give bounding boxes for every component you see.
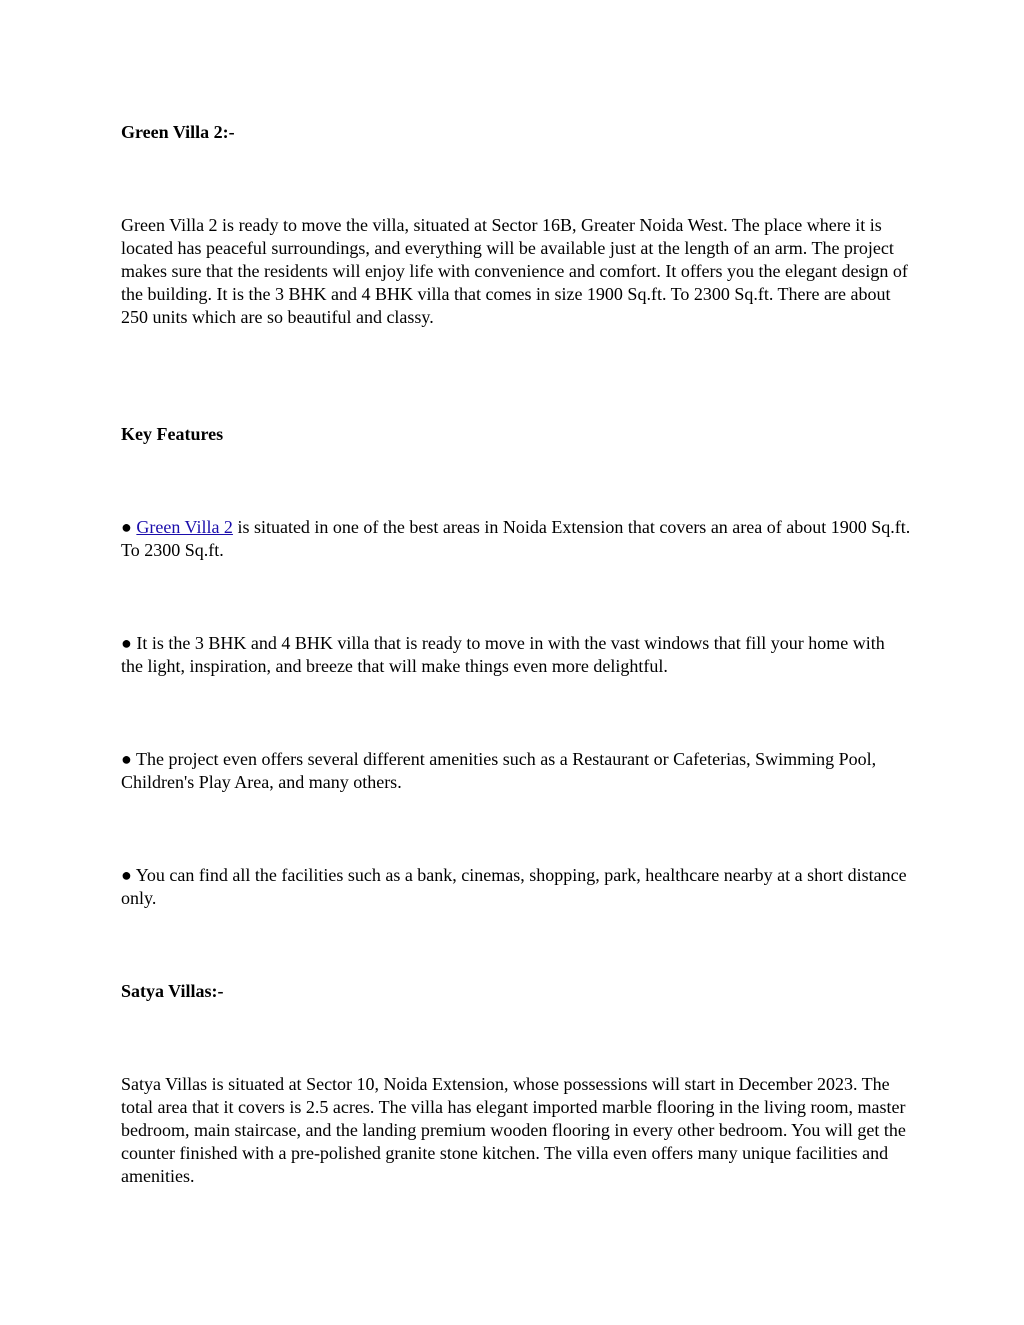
bullet-icon: ● [121,633,132,653]
key-features-heading: Key Features [121,424,224,444]
feature-item-1-text: is situated in one of the best areas in Noida Extension that covers an area of about 1900 Sq.ft. To 2300 Sq.ft. [121,517,911,560]
feature-item-3 [121,748,911,794]
feature-item-3-text: The project even offers several different amenities such as a Restaurant or Cafeterias, Swimming Pool, Children's Play Area, and many others. [121,749,877,792]
green-villa-2-link[interactable]: Green Villa 2 [136,517,233,537]
bullet-icon: ● [121,517,132,537]
green-villa-paragraph: Green Villa 2 is ready to move the villa, situated at Sector 16B, Greater Noida West. The place where it is located has peaceful surroundings, and everything will be available just at the length of an arm. The project makes sure that the residents will enjoy life with convenience and comfort. It offers you the elegant design of the building. It is the 3 BHK and 4 BHK villa that comes in size 1900 Sq.ft. To 2300 Sq.ft. There are about 250 units which are so beautiful and classy. [121,215,908,327]
feature-item-2 [121,632,911,678]
bullet-icon: ● [121,865,132,885]
feature-item-2-text: It is the 3 BHK and 4 BHK villa that is ready to move in with the vast windows that fill your home with the light, inspiration, and breeze that will make things even more delightful. [121,633,885,676]
satya-villas-heading: Satya Villas:- [121,981,224,1001]
bullet-icon: ● [121,749,132,769]
green-villa-heading: Green Villa 2:- [121,122,235,142]
feature-item-1 [121,516,911,562]
feature-item-4 [121,864,911,910]
feature-item-4-text: You can find all the facilities such as a bank, cinemas, shopping, park, healthcare nearby at a short distance only. [121,865,907,908]
satya-villas-paragraph: Satya Villas is situated at Sector 10, Noida Extension, whose possessions will start in December 2023. The total area that it covers is 2.5 acres. The villa has elegant imported marble flooring in the living room, master bedroom, main staircase, and the landing premium wooden flooring in every other bedroom. You will get the counter finished with a pre-polished granite stone kitchen. The villa even offers many unique facilities and amenities. [121,1074,906,1186]
